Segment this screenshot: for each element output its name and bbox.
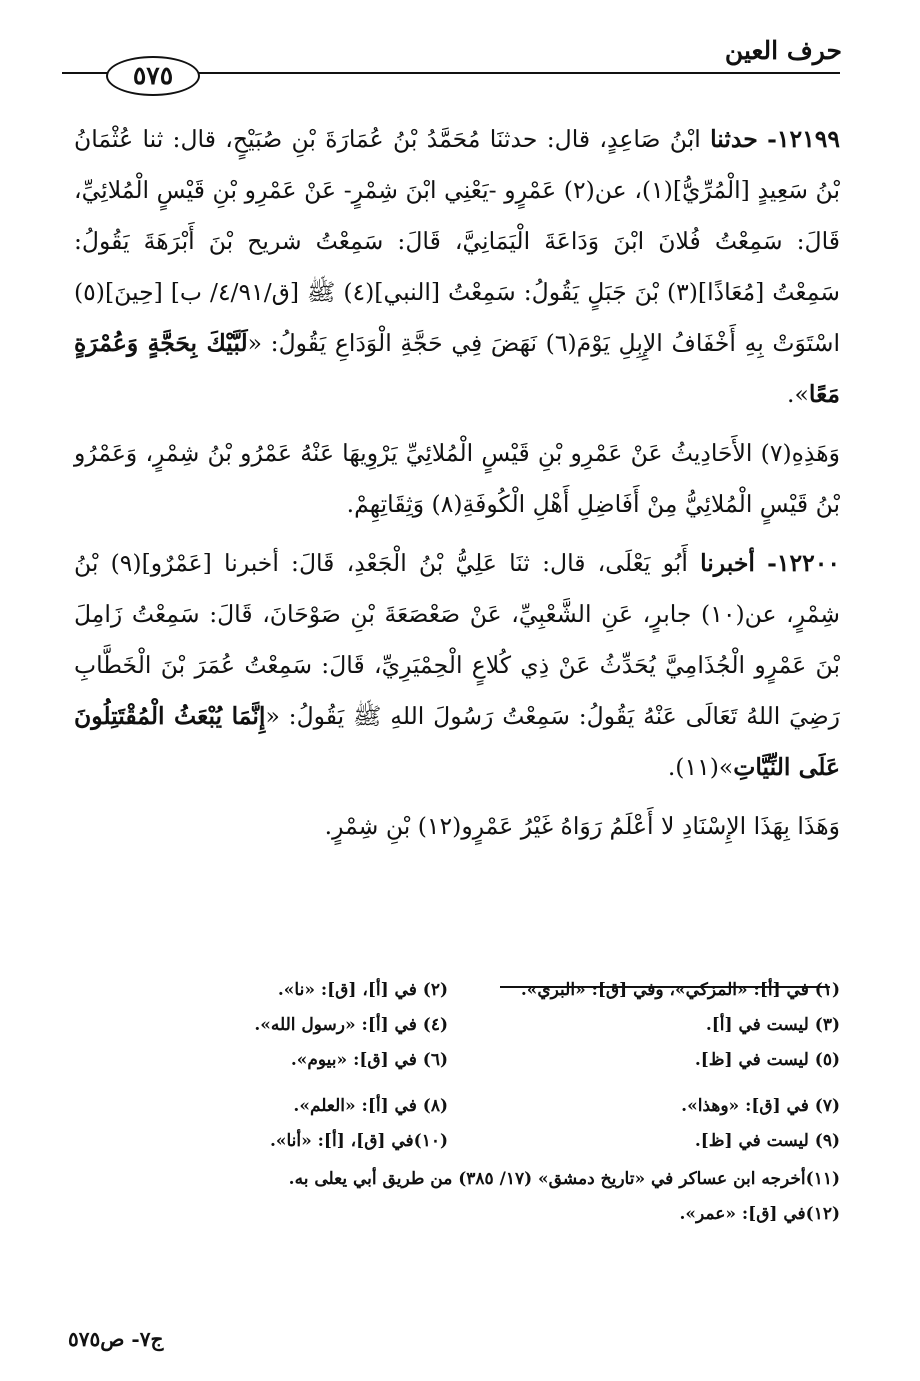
transmission-keyword: أخبرنا — [700, 549, 755, 577]
hadith-12200 — [74, 538, 840, 793]
quote-close: ». — [787, 380, 809, 408]
footnote: (٩) ليست في [ظ]. — [694, 1131, 840, 1151]
footnote: (٥) ليست في [ظ]. — [694, 1050, 840, 1070]
hadith-number: ١٢١٩٩- — [767, 125, 840, 153]
footnote: (١٢)في [ق]: «عمر». — [679, 1204, 840, 1224]
volume-page-marker: ج٧- ص٥٧٥ — [68, 1327, 164, 1351]
footnote: (٢) في [أ]، [ق]: «نا». — [277, 980, 448, 1000]
footnote: (١) في [أ]: «المزكي»، وفي [ق]: «البري». — [520, 980, 840, 1000]
hadith-quote: إِنَّمَا يُبْعَثُ الْمُقْتَتِلُونَ عَلَى النِّيَّاتِ — [74, 702, 840, 781]
isnad-text: أَبُو يَعْلَى، قال: ثنَا عَلِيُّ بْنُ الْجَعْدِ، قَالَ: أخبرنا [عَمْرٌو](٩) بْنُ شِمْرٍ، عن(١٠) جابرٍ، عَنِ الشَّعْبِيِّ، عَنْ صَعْصَعَةَ بْنِ صَوْحَانَ، قَالَ: سَمِعْتُ زَامِلَ بْنَ عَمْرٍو الْجُذَامِيَّ يُحَدِّثُ عَنْ ذِي كُلاعٍ الْحِمْيَرِيِّ، قَالَ: سَمِعْتُ عُمَرَ بْنَ الْخَطَّابِ رَضِيَ اللهُ تَعَالَى عَنْهُ يَقُولُ: سَمِعْتُ رَسُولَ اللهِ ﷺ يَقُولُ: « — [74, 549, 840, 730]
footnote: (٨) في [أ]: «العلم». — [293, 1096, 448, 1116]
isnad-text: ابْنُ صَاعِدٍ، قال: حدثنَا مُحَمَّدُ بْنُ عُمَارَةَ بْنِ صُبَيْحٍ، قال: ثنا عُثْمَانُ بْنُ سَعِيدٍ [الْمُرِّيُّ](١)، عن(٢) عَمْرٍو -يَعْنِي ابْنَ شِمْرٍ- عَنْ عَمْرِو بْنِ قَيْسٍ الْمُلائِيِّ، قَالَ: سَمِعْتُ فُلانَ ابْنَ وَدَاعَةَ الْيَمَانِيَّ، قَالَ: سَمِعْتُ شريح بْنَ أَبْرَهَةَ يَقُولُ: سَمِعْتُ [مُعَاذًا](٣) بْنَ جَبَلٍ يَقُولُ: سَمِعْتُ [النبي](٤) ﷺ [ق/٤/٩١/ ب] [حِينَ](٥) اسْتَوَتْ بِهِ أَخْفَافُ الإِبِلِ يَوْمَ(٦) نَهَضَ فِي حَجَّةِ الْوَدَاعِ يَقُولُ: « — [74, 125, 840, 357]
running-header-title: حرف العين — [724, 36, 842, 65]
page-number-badge: ٥٧٥ — [106, 56, 200, 96]
quote-close: »(١١). — [667, 753, 734, 781]
hadith-12199-comment: وَهَذِهِ(٧) الأَحَادِيثُ عَنْ عَمْرِو بْنِ قَيْسٍ الْمُلائِيِّ يَرْوِيهَا عَنْهُ عَمْرُو بْنُ شِمْرٍ، وَعَمْرُو بْنُ قَيْسٍ الْمُلائِيُّ مِنْ أَفَاضِلِ أَهْلِ الْكُوفَةِ(٨) وَثِقَاتِهِمْ. — [74, 439, 840, 518]
footnote: (١١)أخرجه ابن عساكر في «تاريخ دمشق» (١٧/ ٣٨٥) من طريق أبي يعلى به. — [288, 1169, 840, 1189]
footnote: (٧) في [ق]: «وهذا». — [681, 1096, 840, 1116]
footnote: (٦) في [ق]: «بيوم». — [290, 1050, 448, 1070]
footnote: (٣) ليست في [أ]. — [705, 1015, 840, 1035]
main-text — [74, 114, 840, 860]
footnote: (٤) في [أ]: «رسول الله». — [254, 1015, 448, 1035]
hadith-quote: لَبَّيْكَ بِحَجَّةٍ وَعُمْرَةٍ مَعًا — [74, 329, 840, 408]
transmission-keyword: حدثنا — [710, 125, 758, 153]
hadith-number: ١٢٢٠٠- — [767, 549, 840, 577]
footnote: (١٠)في [ق]، [أ]: «أنا». — [269, 1131, 448, 1151]
hadith-12200-comment: وَهَذَا بِهَذَا الإِسْنَادِ لا أَعْلَمُ رَوَاهُ غَيْرُ عَمْرٍو(١٢) بْنِ شِمْرٍ. — [324, 812, 840, 840]
hadith-12199 — [74, 114, 840, 420]
